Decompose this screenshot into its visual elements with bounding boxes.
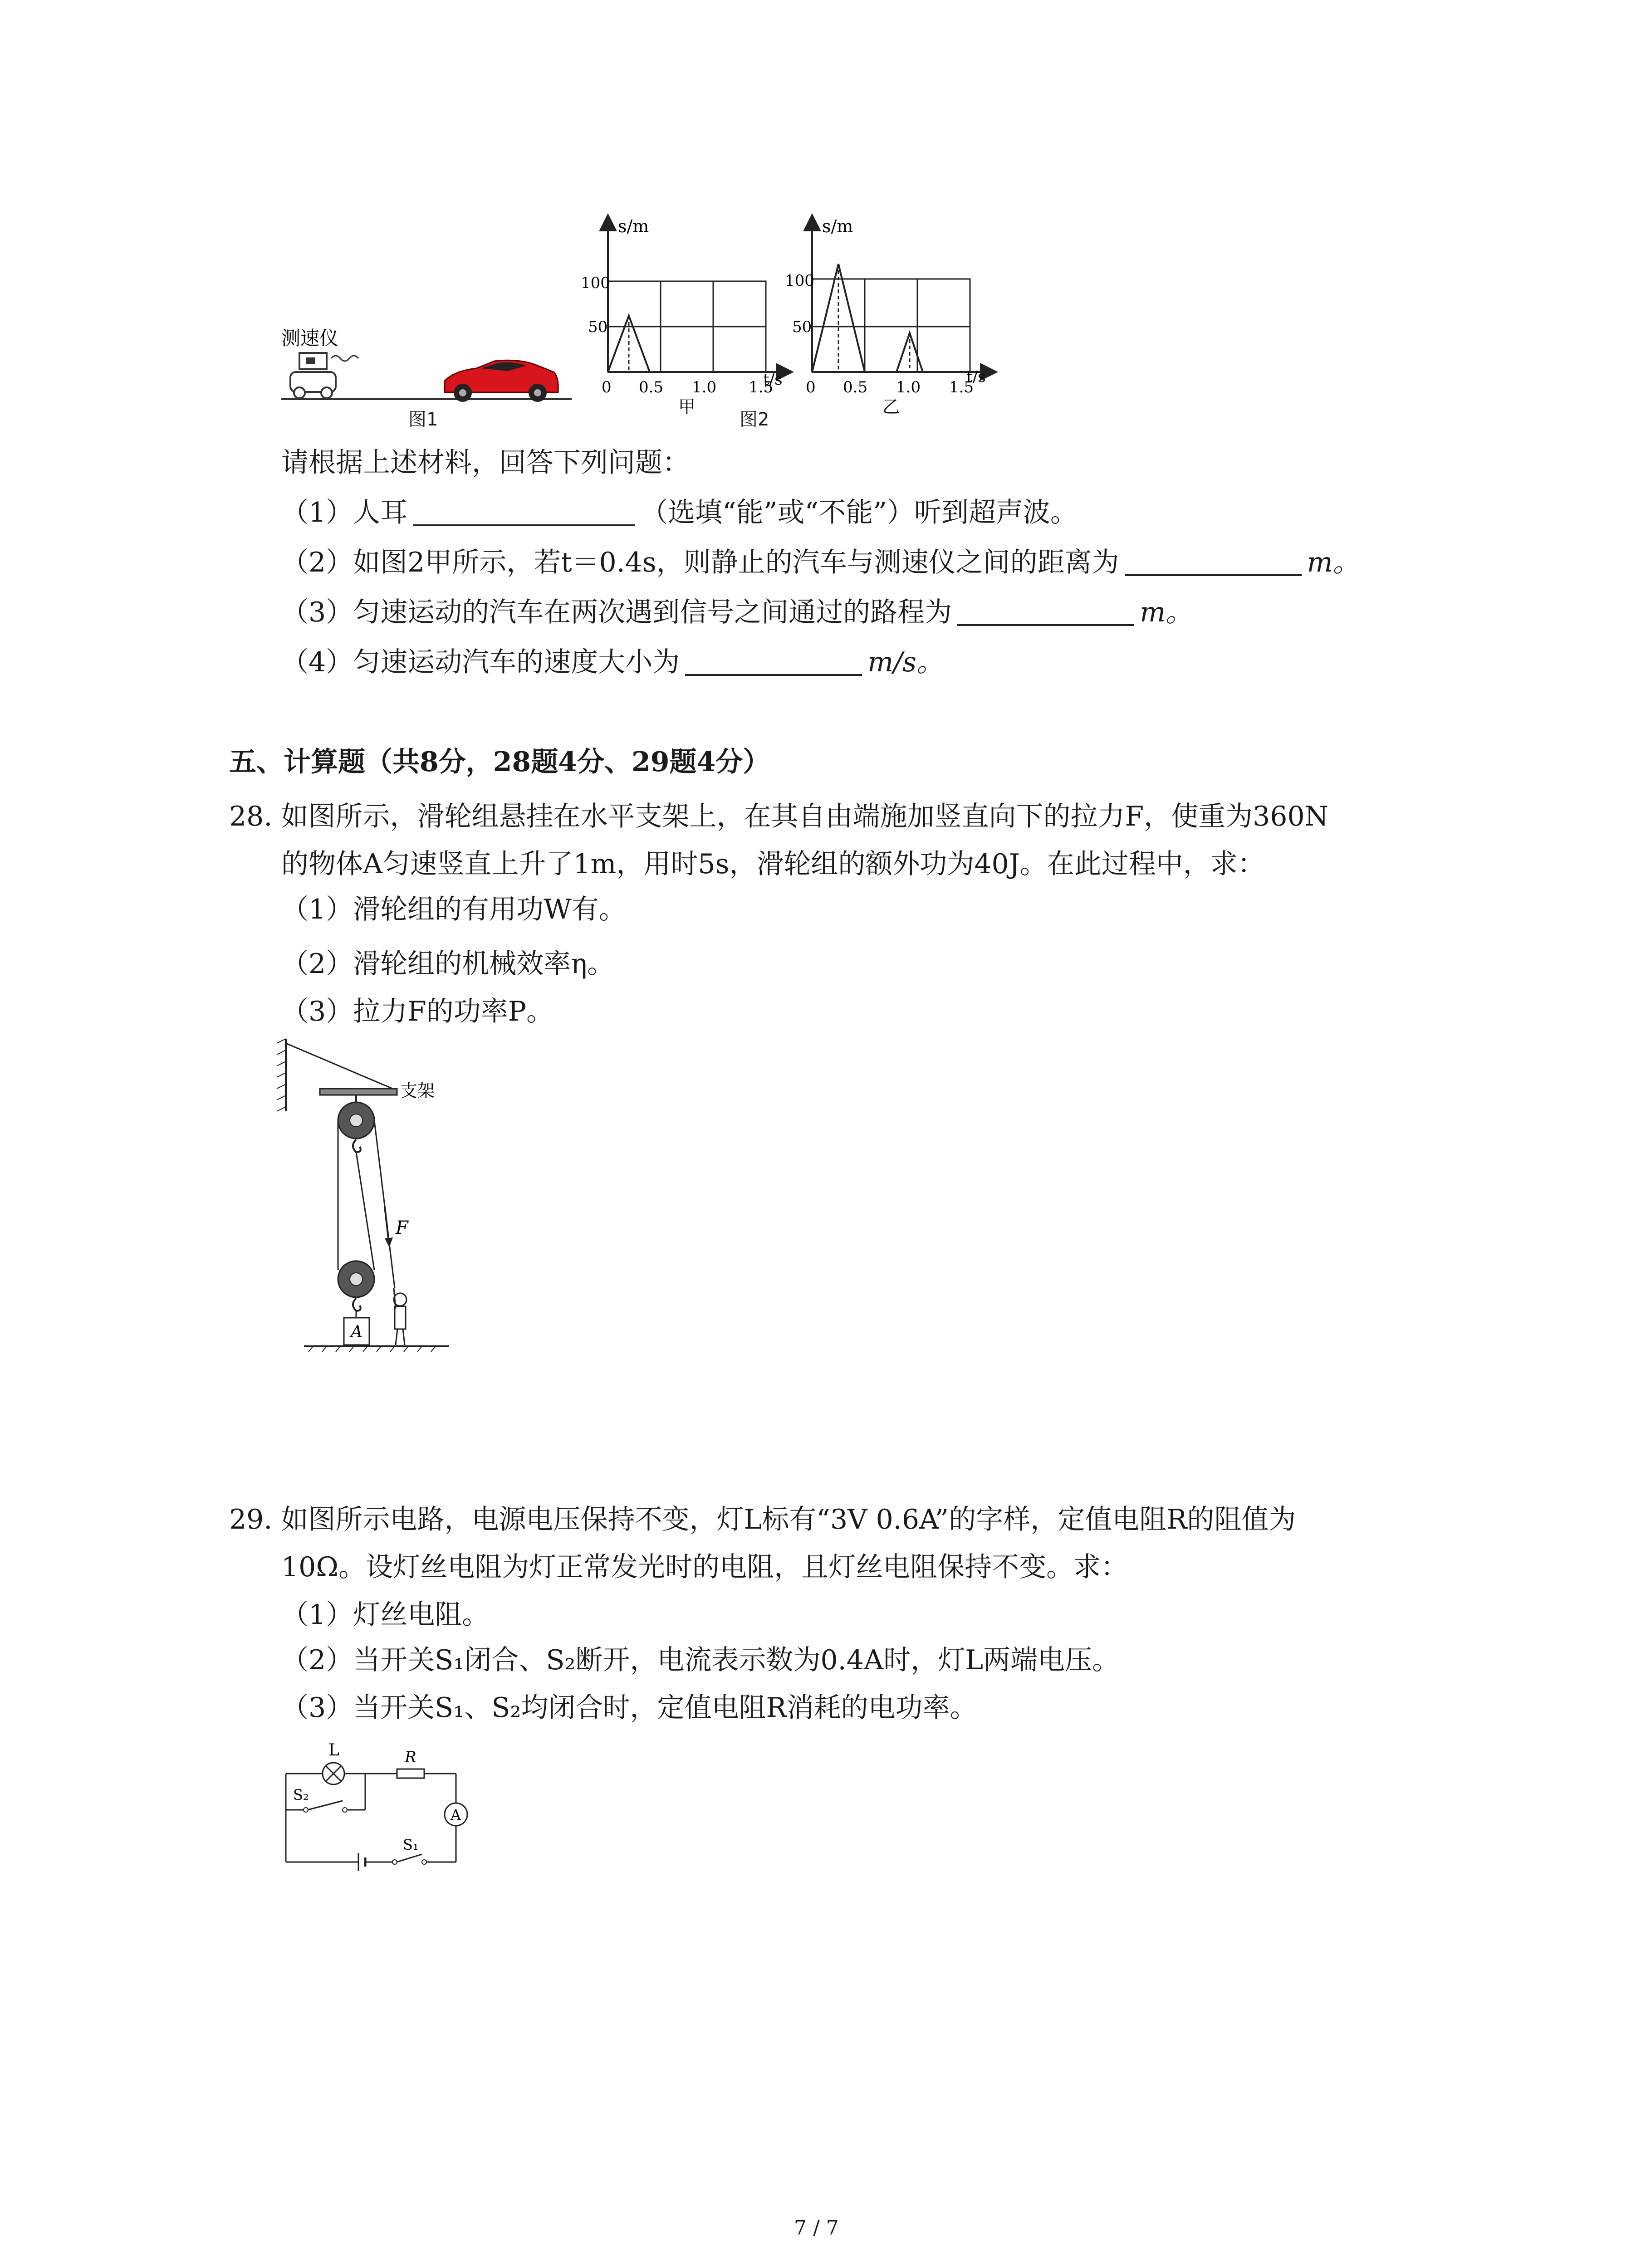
x-tick-1-5: 1.5 bbox=[949, 378, 974, 396]
q27-part1-prefix: （1）人耳 bbox=[281, 497, 408, 528]
q27-part2 bbox=[281, 549, 1360, 576]
x-axis-label: t/s bbox=[966, 368, 986, 386]
q28-part3: （3）拉力F的功率P。 bbox=[281, 996, 554, 1027]
resistor-icon bbox=[397, 1769, 424, 1778]
x-tick-0-5: 0.5 bbox=[639, 378, 664, 396]
y-tick-50: 50 bbox=[792, 318, 812, 336]
q27-part1-suffix: （选填“能”或“不能”）听到超声波。 bbox=[641, 497, 1078, 528]
hook-icon bbox=[353, 1139, 361, 1152]
graph-yi-caption: 乙 bbox=[882, 397, 900, 417]
q29-line-1: 29. 如图所示电路，电源电压保持不变，灯L标有“3V 0.6A”的字样，定值电阻R的阻值为 bbox=[229, 1504, 1296, 1535]
signal-wave-icon bbox=[331, 356, 358, 361]
figure-2-caption: 图2 bbox=[740, 409, 769, 430]
y-tick-100: 100 bbox=[581, 274, 610, 292]
graph-yi bbox=[780, 213, 998, 422]
q27-part4-prefix: （4）匀速运动汽车的速度大小为 bbox=[281, 646, 680, 678]
page-number: 7 / 7 bbox=[794, 2216, 839, 2239]
switch-s2-label: S₂ bbox=[293, 1786, 309, 1804]
q29-line-2: 10Ω。设灯丝电阻为灯正常发光时的电阻，且灯丝电阻保持不变。求： bbox=[281, 1551, 1128, 1583]
q27-part2-unit: m。 bbox=[1307, 547, 1360, 578]
support-beam bbox=[320, 1089, 397, 1095]
x-tick-1-0: 1.0 bbox=[692, 378, 717, 396]
graph-jia-caption: 甲 bbox=[678, 397, 696, 417]
x-tick-0: 0 bbox=[602, 378, 612, 396]
answer-blank-4[interactable] bbox=[685, 649, 862, 676]
lamp-label: L bbox=[328, 1742, 339, 1760]
answer-blank-3[interactable] bbox=[957, 599, 1134, 626]
q27-part3-unit: m。 bbox=[1140, 596, 1193, 628]
graph-jia bbox=[576, 213, 794, 422]
resistor-label: R bbox=[405, 1748, 416, 1766]
figure-1-caption: 图1 bbox=[408, 409, 438, 430]
q27-part2-prefix: （2）如图2甲所示，若t＝0.4s，则静止的汽车与测速仪之间的距离为 bbox=[281, 547, 1119, 578]
y-axis-label: s/m bbox=[618, 216, 649, 236]
x-axis-label: t/s bbox=[763, 371, 783, 389]
q28-line-2: 的物体A匀速竖直上升了1m，用时5s，滑轮组的额外功为40J。在此过程中，求： bbox=[281, 848, 1265, 880]
y-tick-50: 50 bbox=[588, 318, 608, 336]
person-pulling-icon bbox=[394, 1288, 407, 1345]
answer-blank-2[interactable] bbox=[1125, 549, 1302, 576]
switch-s2-icon bbox=[308, 1801, 343, 1810]
q29-part1: （1）灯丝电阻。 bbox=[281, 1599, 490, 1631]
circuit-figure bbox=[277, 1742, 485, 1878]
q28-line-1: 28. 如图所示，滑轮组悬挂在水平支架上，在其自由端施加竖直向下的拉力F，使重为360N bbox=[229, 801, 1329, 832]
switch-s1-label: S₁ bbox=[403, 1836, 419, 1853]
y-tick-100: 100 bbox=[785, 272, 814, 290]
force-label: F bbox=[396, 1217, 408, 1238]
y-axis-label: s/m bbox=[822, 216, 853, 236]
brace bbox=[286, 1043, 395, 1090]
q29-part3: （3）当开关S₁、S₂均闭合时，定值电阻R消耗的电功率。 bbox=[281, 1692, 977, 1724]
q27-intro: 请根据上述材料，回答下列问题： bbox=[281, 447, 690, 479]
red-car-icon bbox=[445, 360, 558, 402]
q27-part3 bbox=[281, 596, 1193, 628]
x-tick-0-5: 0.5 bbox=[843, 378, 868, 396]
x-tick-0: 0 bbox=[806, 378, 816, 396]
pulley-figure bbox=[268, 1034, 458, 1361]
q27-part4 bbox=[281, 646, 944, 678]
q29-part2: （2）当开关S₁闭合、S₂断开，电流表示数为0.4A时，灯L两端电压。 bbox=[281, 1644, 1120, 1676]
block-label: A bbox=[351, 1323, 362, 1341]
q28-part2: （2）滑轮组的机械效率η。 bbox=[281, 948, 615, 980]
answer-blank-1[interactable] bbox=[413, 499, 635, 526]
q27-part4-unit: m/s。 bbox=[867, 646, 944, 678]
device-label: 测速仪 bbox=[281, 327, 339, 349]
x-tick-1-0: 1.0 bbox=[896, 378, 921, 396]
free-rope bbox=[374, 1120, 395, 1288]
force-arrow-icon bbox=[385, 1237, 393, 1247]
q27-part1 bbox=[281, 499, 1078, 526]
switch-s1-icon bbox=[397, 1854, 422, 1862]
section-5-heading: 五、计算题（共8分，28题4分、29题4分） bbox=[229, 746, 770, 778]
q27-part3-prefix: （3）匀速运动的汽车在两次遇到信号之间通过的路程为 bbox=[281, 596, 952, 628]
x-tick-1-5: 1.5 bbox=[749, 378, 774, 396]
hook-icon bbox=[353, 1298, 361, 1311]
support-label: 支架 bbox=[400, 1081, 435, 1101]
ammeter-label: A bbox=[451, 1806, 461, 1823]
q28-part1: （1）滑轮组的有用功W有。 bbox=[281, 894, 626, 925]
